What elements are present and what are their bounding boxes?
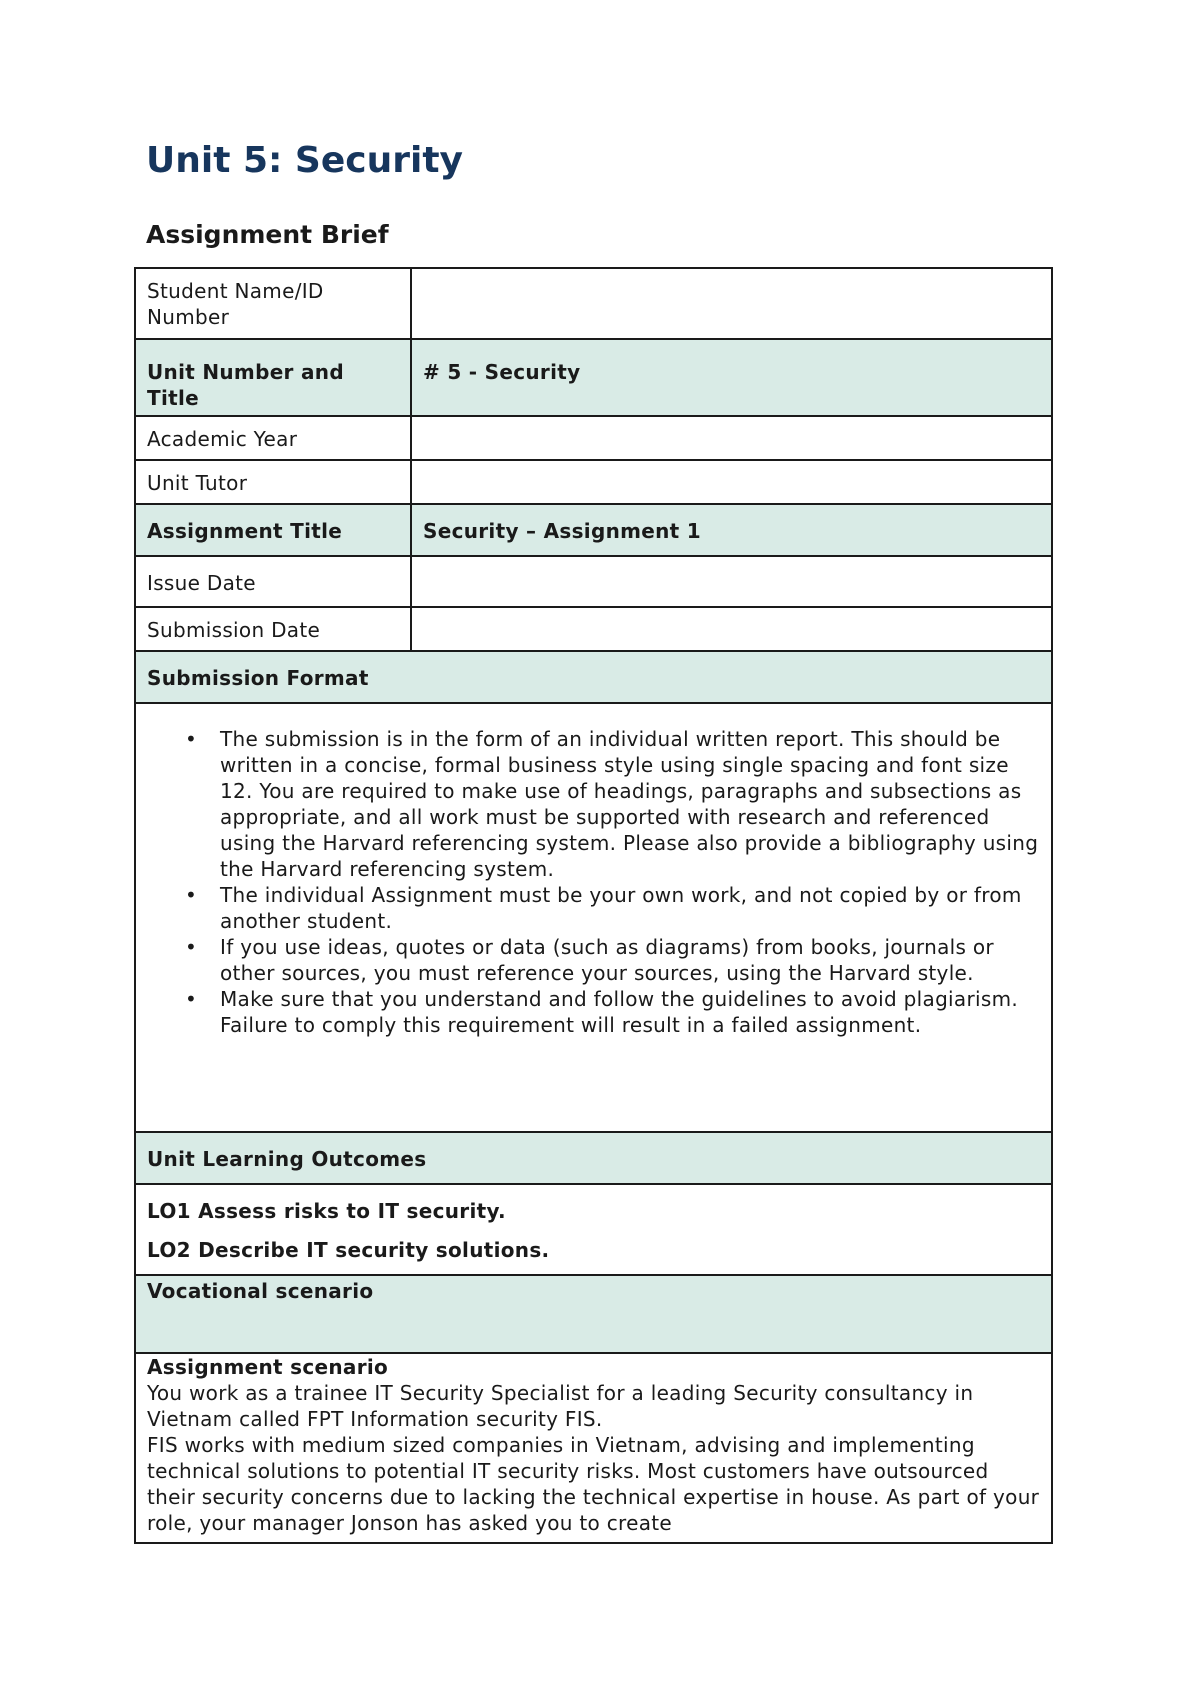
- student-value: [411, 268, 1052, 339]
- assignment-title-value: Security – Assignment 1: [411, 504, 1052, 556]
- submission-format-bullet: • If you use ideas, quotes or data (such as diagrams) from books, journals or other sources, you must reference your sources, using the Harvard style.: [220, 934, 1041, 986]
- row-student: [135, 268, 1052, 339]
- assignment-scenario-paragraph: FIS works with medium sized companies in Vietnam, advising and implementing technical solutions to potential IT security risks. Most customers have outsourced their security concerns due to lacking the technical expertise in house. As part of your role, your manager Jonson has asked you to create: [147, 1433, 1040, 1535]
- assignment-scenario-paragraph: You work as a trainee IT Security Specialist for a leading Security consultancy in Vietnam called FPT Information security FIS.: [147, 1381, 974, 1431]
- row-issue-date: [135, 556, 1052, 607]
- submission-format-body: [135, 703, 1052, 1132]
- submission-date-label: Submission Date: [135, 607, 411, 651]
- student-label: Student Name/ID Number: [135, 268, 411, 339]
- unit-label: Unit Number and Title: [135, 339, 411, 416]
- issue-date-label: Issue Date: [135, 556, 411, 607]
- row-submission-date: [135, 607, 1052, 651]
- submission-format-heading: Submission Format: [135, 651, 1052, 703]
- page-subtitle: Assignment Brief: [146, 220, 389, 249]
- row-submission-format-body: [135, 703, 1052, 1132]
- row-assignment-title: [135, 504, 1052, 556]
- submission-format-bullet: • Make sure that you understand and follow the guidelines to avoid plagiarism. Failure to comply this requirement will result in a failed assignment.: [220, 986, 1041, 1038]
- submission-format-list: [147, 726, 1041, 1038]
- row-vocational-scenario: [135, 1275, 1052, 1353]
- learning-outcome-item: LO1 Assess risks to IT security.: [147, 1199, 506, 1223]
- unit-tutor-value: [411, 460, 1052, 504]
- academic-year-label: Academic Year: [135, 416, 411, 460]
- unit-value: # 5 - Security: [411, 339, 1052, 416]
- assignment-brief-table: [134, 267, 1053, 1544]
- row-learning-outcomes-body: [135, 1184, 1052, 1275]
- row-assignment-scenario: [135, 1353, 1052, 1543]
- assignment-title-label: Assignment Title: [135, 504, 411, 556]
- row-academic-year: [135, 416, 1052, 460]
- submission-format-bullet: • The individual Assignment must be your own work, and not copied by or from another student.: [220, 882, 1041, 934]
- learning-outcome-item: LO2 Describe IT security solutions.: [147, 1238, 550, 1262]
- vocational-scenario-heading: Vocational scenario: [135, 1275, 1052, 1353]
- row-learning-outcomes-heading: [135, 1132, 1052, 1184]
- submission-date-value: [411, 607, 1052, 651]
- submission-format-bullet: • The submission is in the form of an individual written report. This should be written in a concise, formal business style using single spacing and font size 12. You are required to make use of headings, paragraphs and subsections as appropriate, and all work must be supported with research and referenced using the Harvard referencing system. Please also provide a bibliography using the Harvard referencing system.: [220, 726, 1041, 882]
- academic-year-value: [411, 416, 1052, 460]
- row-unit-tutor: [135, 460, 1052, 504]
- assignment-scenario-heading: Assignment scenario: [147, 1355, 389, 1379]
- page-title: Unit 5: Security: [146, 140, 464, 181]
- learning-outcomes-body: [135, 1184, 1052, 1275]
- learning-outcomes-heading: Unit Learning Outcomes: [135, 1132, 1052, 1184]
- assignment-scenario-body: [135, 1353, 1052, 1543]
- row-submission-format-heading: [135, 651, 1052, 703]
- issue-date-value: [411, 556, 1052, 607]
- row-unit: [135, 339, 1052, 416]
- unit-tutor-label: Unit Tutor: [135, 460, 411, 504]
